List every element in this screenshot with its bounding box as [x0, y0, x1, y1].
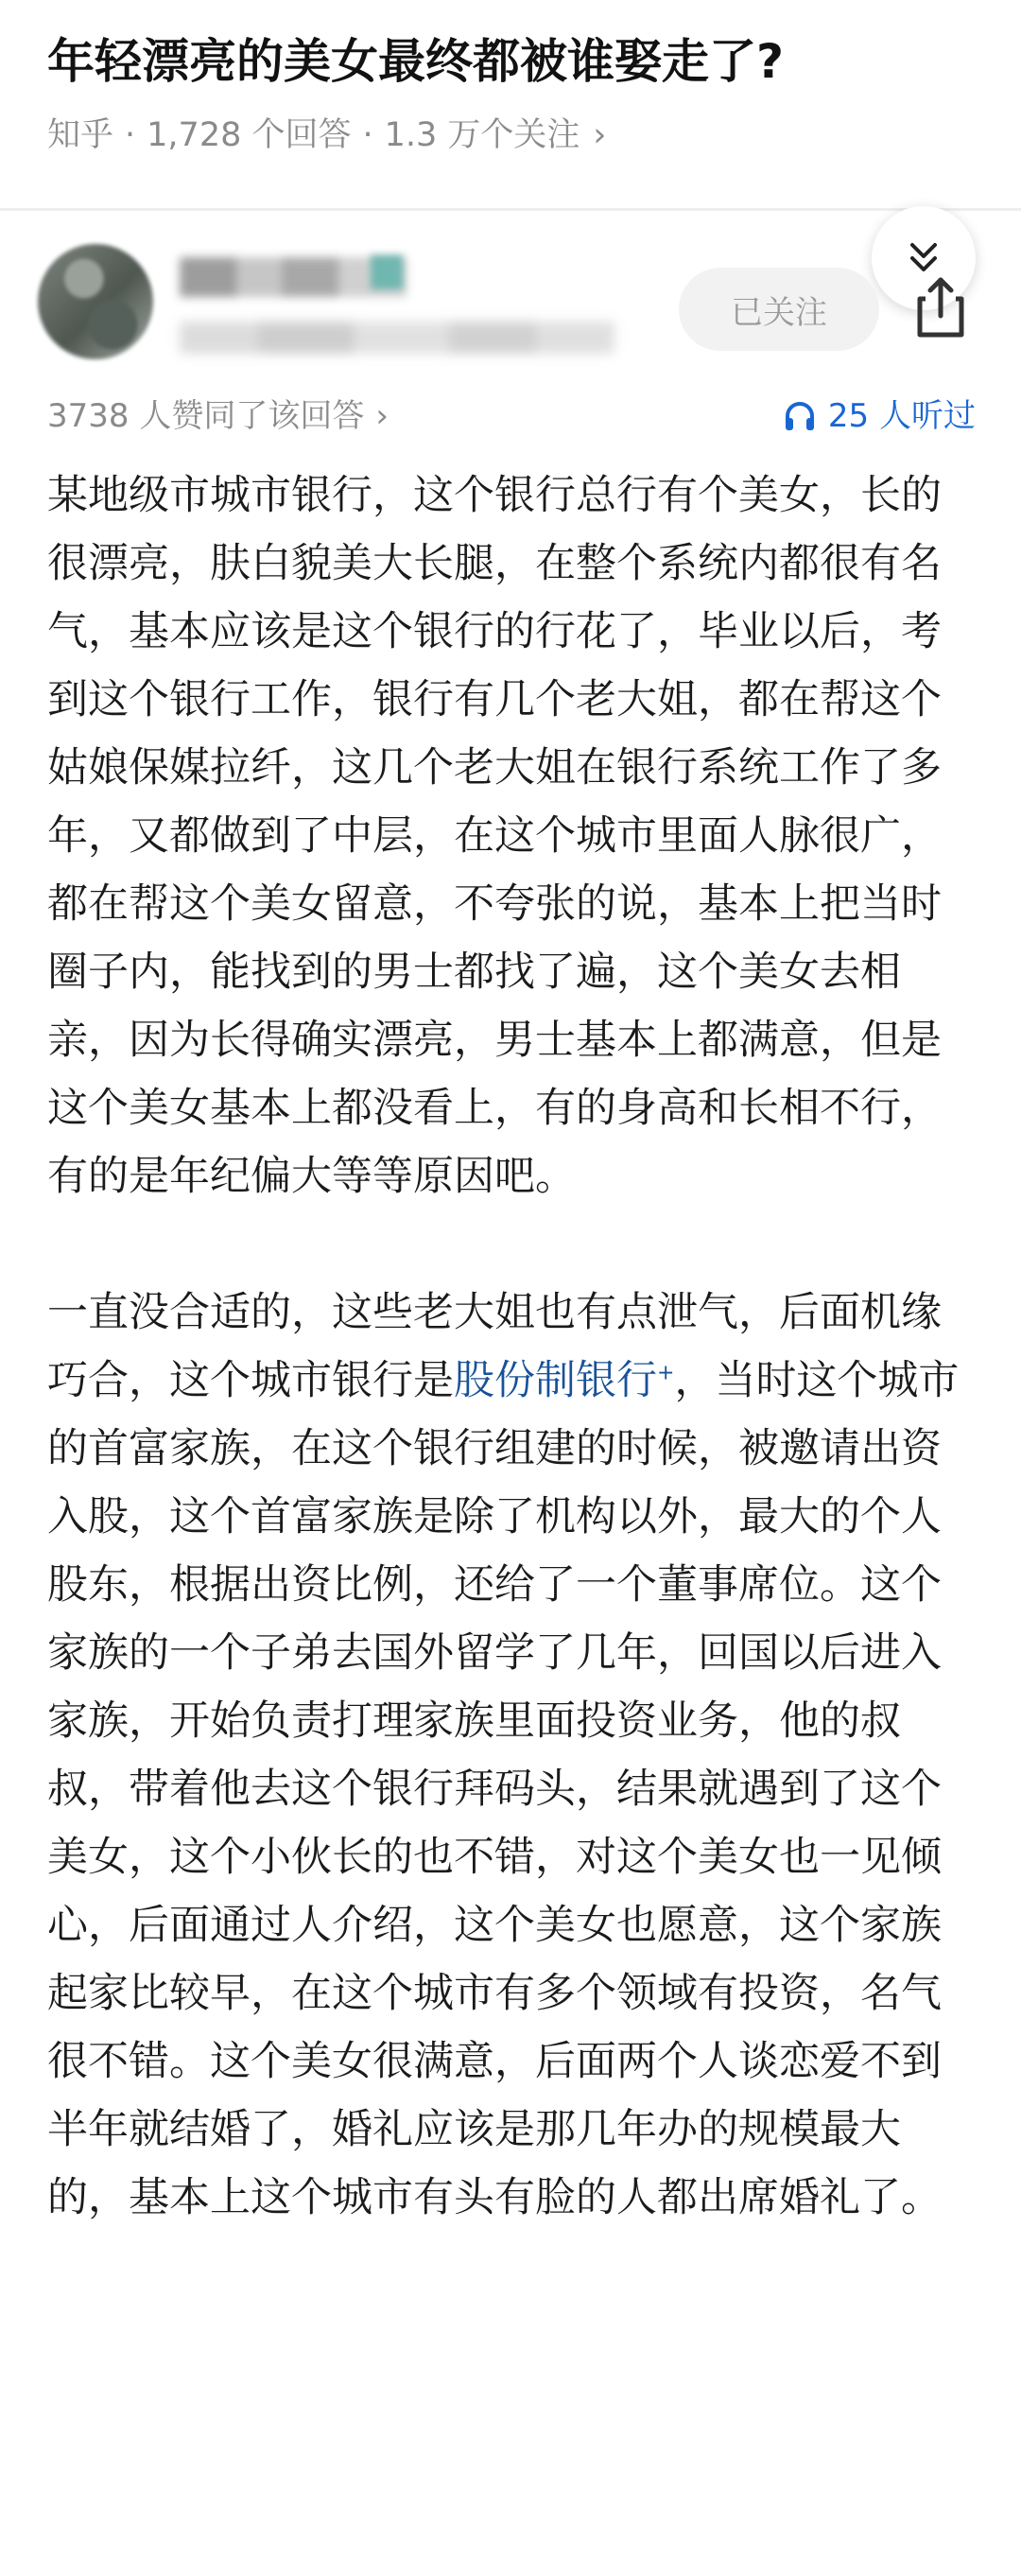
answer-count: 1,728 个回答 — [147, 116, 352, 154]
listen-count: 25 人听过 — [827, 397, 976, 435]
question-meta[interactable] — [47, 112, 606, 159]
listen-count-row[interactable] — [783, 392, 976, 440]
follower-count: 1.3 万个关注 — [384, 116, 580, 154]
author-avatar[interactable] — [38, 244, 153, 359]
answer-paragraph — [47, 1279, 978, 2232]
section-divider — [0, 208, 1021, 211]
inline-link-text: 股份制银行 — [454, 1357, 657, 1404]
separator-dot: · — [125, 116, 136, 154]
link-plus-icon: + — [657, 1361, 675, 1385]
follow-button[interactable]: 已关注 — [679, 268, 879, 351]
author-badge-blurred — [371, 255, 403, 289]
vote-count: 3738 人赞同了该回答 — [47, 397, 365, 435]
question-title[interactable]: 年轻漂亮的美女最终都被谁娶走了? — [47, 34, 785, 89]
author-bio-blurred — [180, 322, 614, 354]
answer-paragraph: 某地级市城市银行，这个银行总行有个美女，长的很漂亮，肤白貌美大长腿，在整个系统内都很有名气，基本应该是这个银行的行花了，毕业以后，考到这个银行工作，银行有几个老大姐，都在帮这个姑娘保媒拉纤，这几个老大姐在银行系统工作了多年，又都做到了中层，在这个城市里面人脉很广，都在帮这个美女留意，不夸张的说，基本上把当时圈子内，能找到的男士都找了遍，这个美女去相亲，因为长得确实漂亮，男士基本上都满意，但是这个美女基本上都没看上，有的身高和长相不行，有的是年纪偏大等等原因吧。 — [47, 472, 942, 1200]
answer-body — [47, 461, 978, 2232]
chevron-right-icon: › — [375, 397, 389, 435]
collapse-chevrons-icon — [905, 239, 943, 277]
site-name: 知乎 — [47, 116, 114, 154]
separator-dot: · — [362, 116, 373, 154]
vote-count-row[interactable] — [47, 392, 389, 440]
inline-link-joint-stock-bank[interactable] — [454, 1357, 674, 1404]
headphones-icon — [783, 399, 817, 433]
answer-text: 一直没合适的，这些老大姐也有点泄气，后面机缘巧合，这个城市银行是 — [47, 1289, 942, 1404]
answer-text: ，当时这个城市的首富家族，在这个银行组建的时候，被邀请出资入股，这个首富家族是除了机构以外，最大的个人股东，根据出资比例，还给了一个董事席位。这个家族的一个子弟去国外留学了几年，回国以后进入家族，开始负责打理家族里面投资业务，他的叔叔，带着他去这个银行拜码头，结果就遇到了这个美女，这个小伙长的也不错，对这个美女也一见倾心，后面通过人介绍，这个美女也愿意，这个家族起家比较早，在这个城市有多个领域有投资，名气很不错。这个美女很满意，后面两个人谈恋爱不到半年就结婚了，婚礼应该是那几年办的规模最大的，基本上这个城市有头有脸的人都出席婚礼了。 — [47, 1357, 960, 2221]
chevron-right-icon: › — [593, 116, 607, 154]
share-icon[interactable] — [912, 274, 969, 340]
